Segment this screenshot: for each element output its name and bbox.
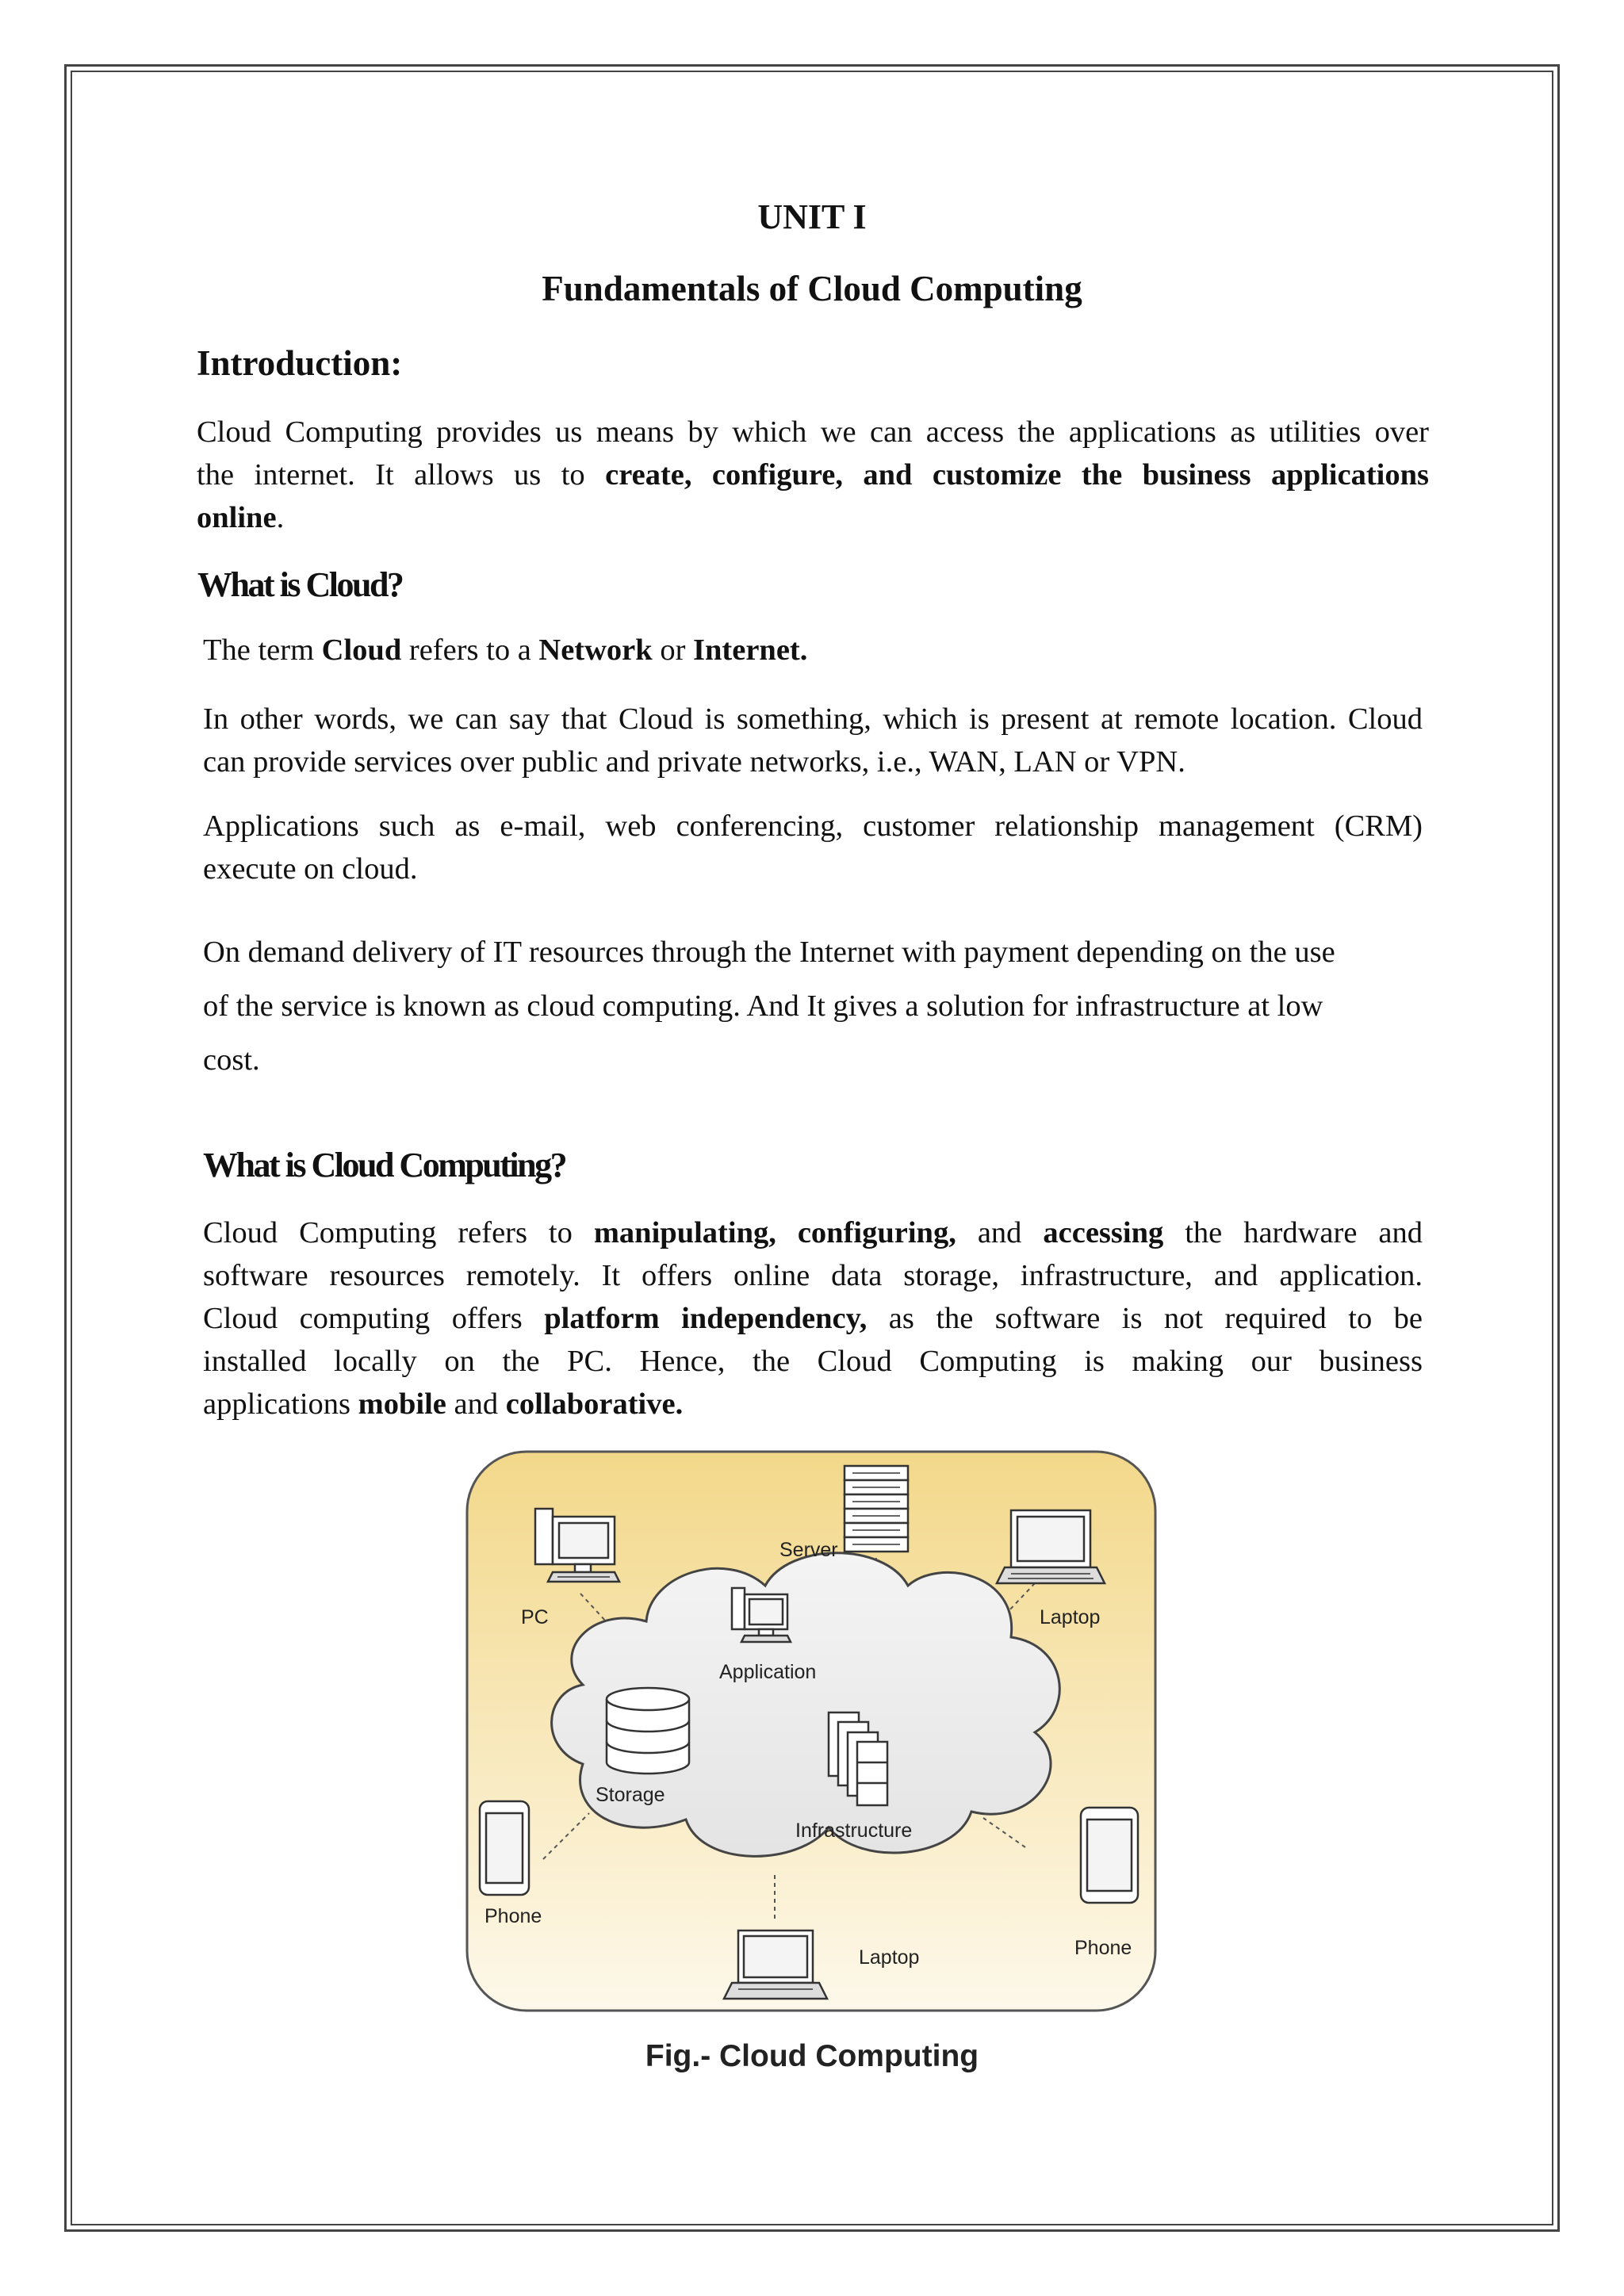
cc-line-1 [203,1211,1423,1254]
intro-online-bold: online [197,501,277,534]
cc-bold-platform: platform independency, [544,1302,868,1335]
laptop-bottom-icon [724,1931,827,1999]
phone-left-label: Phone [485,1905,542,1927]
cc-text: applications [203,1387,358,1421]
cc-bold-accessing: accessing [1043,1216,1164,1249]
cc-text: as the software is not required to be [867,1302,1423,1335]
cloud-computing-diagram [464,1447,1162,2022]
intro-period: . [276,501,285,534]
infrastructure-label: Infrastructure [795,1820,913,1842]
cc-bold-manipulating: manipulating, configuring, [593,1216,956,1249]
cc-line-3 [203,1297,1423,1340]
storage-label: Storage [596,1784,665,1806]
term-text-3: or [652,633,694,667]
cc-text: the hardware and [1163,1216,1423,1249]
cloud-computing-paragraph [203,1211,1423,1425]
cc-text: Cloud Computing refers to [203,1216,594,1249]
unit-title: UNIT I [757,197,867,236]
cc-bold-mobile: mobile [358,1387,446,1421]
intro-line-2-text: the internet. It allows us to [197,458,606,492]
on-demand-line-3: cost. [203,1043,260,1077]
applications-line-2: execute on cloud. [203,852,418,886]
applications-paragraph [203,805,1423,890]
figure-caption: Fig.- Cloud Computing [645,2039,979,2073]
term-bold-cloud: Cloud [321,633,402,667]
what-is-cloud-heading: What is Cloud? [197,565,403,604]
applications-line-1: Applications such as e-mail, web conferencing, customer relationship management (CRM) [203,809,1423,843]
term-bold-internet: Internet. [693,633,808,667]
laptop-top-label: Laptop [1040,1606,1101,1628]
cc-bold-collaborative: collaborative. [505,1387,684,1421]
other-words-line-2: can provide services over public and private networks, i.e., WAN, LAN or VPN. [203,745,1185,779]
laptop-top-icon [997,1510,1105,1583]
intro-line-3 [197,496,1429,539]
server-label: Server [779,1539,838,1561]
laptop-bottom-label: Laptop [859,1946,920,1969]
intro-line-2-bold: create, configure, and customize the business applications [605,458,1429,492]
intro-line-1: Cloud Computing provides us means by which we can access the applications as utilities over [197,415,1429,449]
cc-line-5 [203,1383,1423,1425]
cloud-term-paragraph [203,633,807,668]
on-demand-line-1: On demand delivery of IT resources through the Internet with payment depending on the use [203,936,1335,969]
introduction-heading: Introduction: [197,343,403,383]
cc-text: and [956,1216,1044,1249]
on-demand-paragraph [203,925,1424,1087]
phone-right-icon [1081,1808,1138,1903]
introduction-paragraph [197,411,1429,539]
cc-line-2: software resources remotely. It offers online data storage, infrastructure, and application. [203,1259,1423,1292]
cc-text: Cloud computing offers [203,1302,545,1335]
term-text-1: The term [203,633,322,667]
pc-label: PC [521,1606,549,1628]
page-title: Fundamentals of Cloud Computing [542,269,1082,308]
storage-icon [607,1688,689,1774]
intro-line-2 [197,453,1429,496]
cc-line-4: installed locally on the PC. Hence, the Cloud Computing is making our business [203,1345,1423,1378]
cc-text: and [446,1387,506,1421]
on-demand-line-2: of the service is known as cloud computing. And It gives a solution for infrastructure at low [203,989,1323,1023]
other-words-paragraph [203,698,1423,783]
phone-right-label: Phone [1074,1937,1132,1959]
other-words-line-1: In other words, we can say that Cloud is something, which is present at remote location. Cloud [203,702,1423,736]
server-icon [845,1466,908,1552]
what-is-cloud-computing-heading: What is Cloud Computing? [203,1146,566,1184]
application-label: Application [719,1661,817,1683]
term-text-2: refers to a [401,633,539,667]
phone-left-icon [480,1801,529,1895]
term-bold-network: Network [538,633,653,667]
